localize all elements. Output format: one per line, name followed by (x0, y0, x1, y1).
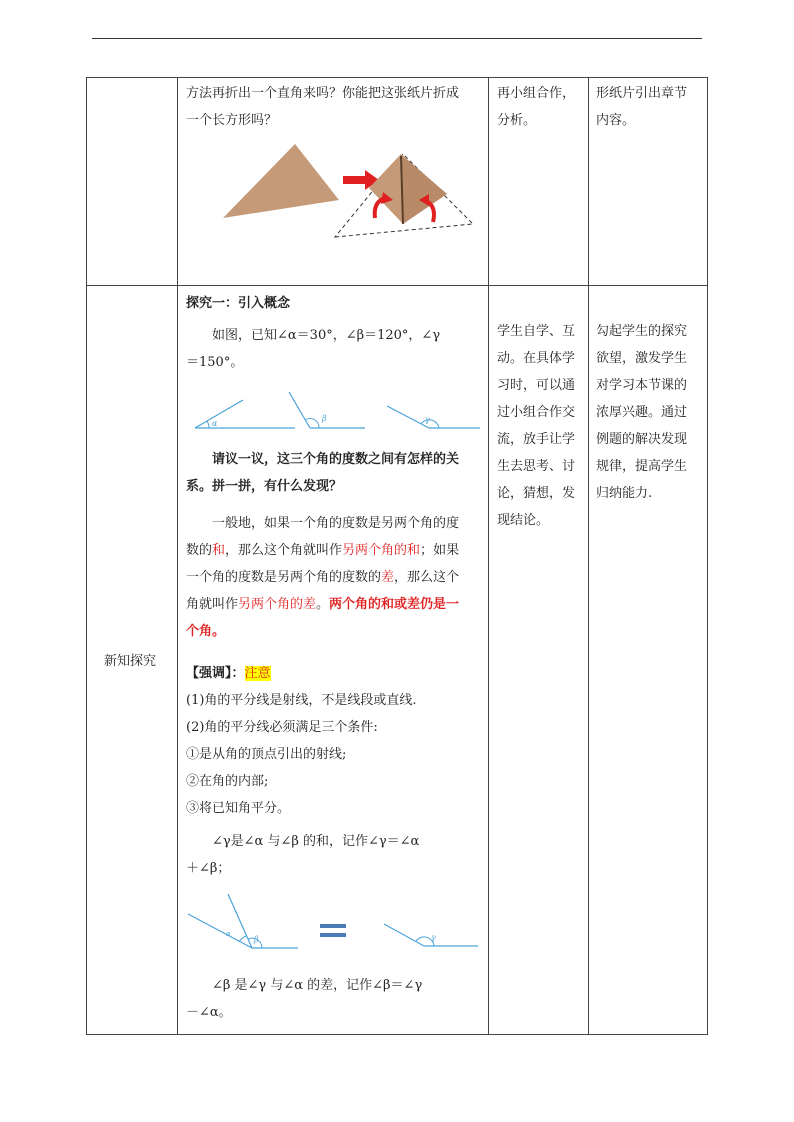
diff-line: －∠α。 (186, 1005, 232, 1020)
emphasis-point: ②在角的内部; (186, 774, 269, 789)
angle-alpha (195, 400, 295, 428)
definition-text: 数的 (186, 543, 213, 558)
row2-intent-line: 对学习本节课的 (596, 378, 688, 393)
alpha-label: α (212, 419, 218, 428)
row1-intent-line: 形纸片引出章节 (596, 86, 688, 101)
row1-student-line: 再小组合作， (497, 86, 576, 101)
folded-paper-right (401, 154, 447, 224)
emphasis-point: ③将已知角平分。 (186, 801, 291, 816)
angle-gamma (387, 406, 480, 428)
definition-text: ，那么这个角就叫作 (225, 543, 343, 558)
sum-line: ∠γ是∠α 与∠β 的和，记作∠γ＝∠α (212, 834, 420, 849)
row1-design-intent (596, 80, 687, 134)
question-line: 请议一议，这三个角的度数之间有怎样的关 (212, 452, 460, 467)
definition-paragraph (186, 510, 486, 645)
row2-intent-line: 规律，提高学生 (596, 459, 688, 474)
combined-angle (188, 894, 298, 948)
phase-label: 新知探究 (104, 654, 157, 669)
sum-statement (186, 828, 486, 882)
table-border-left (86, 77, 87, 1035)
emphasis-block (186, 660, 486, 822)
sum-line: ＋∠β； (186, 861, 231, 876)
diff-line: ∠β 是∠γ 与∠α 的差，记作∠β＝∠γ (212, 978, 423, 993)
given-line: 如图，已知∠α＝30°，∠β＝120°，∠γ (212, 328, 441, 343)
definition-text: ，那么这个 (394, 570, 460, 585)
table-border-bottom (86, 1034, 708, 1035)
definition-term-diff: 另两个角的差 (238, 597, 317, 612)
row2-student-line: 过小组合作交 (497, 405, 576, 420)
definition-conclusion: 两个角的和或差仍是一 (329, 597, 460, 612)
angle-beta (289, 392, 365, 428)
paper-triangle (223, 144, 339, 218)
table-col-divider-3 (588, 77, 589, 1035)
emphasis-point: (1)角的平分线是射线，不是线段或直线. (186, 693, 417, 708)
row2-student-line: 生去思考、讨 (497, 459, 576, 474)
section-heading: 探究一：引入概念 (186, 296, 291, 311)
row2-student-line: 论，猜想，发 (497, 486, 576, 501)
equals-sign (320, 924, 346, 937)
difference-statement (186, 972, 486, 1026)
row1-student-activity (497, 80, 575, 134)
row1-content (186, 80, 459, 134)
row2-student-line: 动。在具体学 (497, 351, 576, 366)
definition-text: 角就叫作 (186, 597, 239, 612)
emphasis-label: 【强调】： (186, 666, 245, 681)
definition-term-sum: 另两个角的和 (342, 543, 421, 558)
angle-sum-figure (186, 892, 482, 954)
given-line: ＝150°。 (186, 355, 244, 370)
sum-beta-label: β (254, 935, 259, 944)
row2-student-line: 流，放手让学 (497, 432, 576, 447)
sum-gamma-label: γ (431, 933, 436, 942)
row2-student-line: 学生自学、互 (497, 324, 576, 339)
gamma-label: γ (425, 415, 430, 424)
row2-intent-line: 勾起学生的探究 (596, 324, 688, 339)
row2-intent-line: 归纳能力. (596, 486, 653, 501)
beta-label: β (322, 414, 327, 423)
header-rule (92, 38, 702, 39)
row2-intent-line: 例题的解决发现 (596, 432, 688, 447)
question-line: 系。拼一拼，有什么发现？ (186, 479, 343, 494)
definition-line (186, 537, 486, 564)
row1-content-line: 一个长方形吗？ (186, 113, 278, 128)
definition-line: 一般地，如果一个角的度数是另两个角的度 (212, 516, 460, 531)
definition-line (186, 564, 486, 591)
definition-text: 一个角的度数是另两个角的度数的 (186, 570, 382, 585)
row2-intent-line: 浓厚兴趣。通过 (596, 405, 688, 420)
result-angle-gamma (384, 924, 478, 946)
emphasis-point: (2)角的平分线必须满足三个条件: (186, 720, 378, 735)
row1-content-line: 方法再折出一个直角来吗？你能把这张纸片折成 (186, 86, 460, 101)
row2-intent-line: 欲望，激发学生 (596, 351, 688, 366)
three-angles-figure (195, 392, 485, 434)
paper-folding-figure (215, 140, 485, 240)
row2-student-line: 现结论。 (497, 513, 550, 528)
row1-intent-line: 内容。 (596, 113, 636, 128)
definition-line (186, 591, 486, 618)
row1-student-line: 分析。 (497, 113, 537, 128)
table-border-top (86, 77, 708, 78)
definition-keyword-diff: 差 (381, 570, 395, 585)
emphasis-heading (186, 660, 486, 687)
row2-design-intent (596, 318, 687, 507)
table-border-right (707, 77, 708, 1035)
row2-student-activity (497, 318, 575, 534)
row2-student-line: 习时，可以通 (497, 378, 576, 393)
emphasis-point: ①是从角的顶点引出的射线; (186, 747, 347, 762)
table-row-divider (86, 285, 708, 286)
table-col-divider-2 (488, 77, 489, 1035)
definition-keyword-sum: 和 (212, 543, 226, 558)
discussion-question (186, 446, 481, 500)
emphasis-note: 注意 (244, 666, 271, 681)
definition-text: 。 (316, 597, 330, 612)
given-angles (186, 322, 481, 376)
sum-alpha-label: α (226, 930, 231, 938)
definition-conclusion-end: 个角。 (186, 624, 226, 639)
table-col-divider-1 (177, 77, 178, 1035)
definition-text: ；如果 (420, 543, 460, 558)
